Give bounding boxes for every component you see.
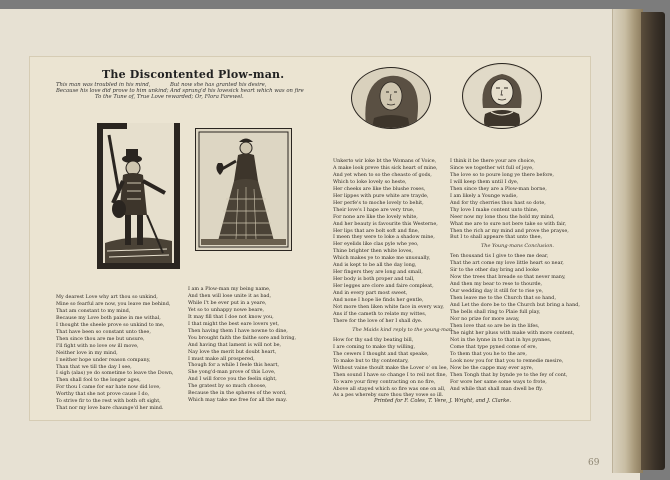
woman-portrait-figure: [463, 64, 541, 128]
verse-line: Without vaine thoult make the Lover o' on lee,: [333, 364, 449, 371]
intro-line: Because his love did prove to him unkind;: [56, 88, 169, 95]
verse-line: Look now you for that you to remedie mesire,: [450, 357, 564, 364]
verse-line: To make but to thy contentary,: [333, 357, 409, 364]
ballad-sheet: [30, 57, 590, 420]
verse-line: Yet so to unhappy nowe beare,: [188, 306, 265, 313]
verse-line: I that might the best eare lovers yet,: [188, 320, 279, 327]
verse-column-2: [188, 286, 326, 404]
verse-line: I sigh (alas) ye do sometime to leave the Down,: [56, 370, 174, 377]
verse-line: Her lippes with pure white are trayde,: [333, 192, 429, 199]
verse-line: And having that lament is will not be,: [188, 341, 282, 348]
verse-line: Because the in the spheres of the word,: [188, 390, 287, 397]
verse-line: Not in the lynne in to that in hys pynnes,: [450, 336, 552, 343]
verse-line: And for thy cherries thou hast so dote,: [450, 199, 546, 206]
verse-line: The gratest by so much choose,: [188, 383, 267, 390]
verse-line: Her eyelids like clas pyle whe yeo,: [333, 241, 419, 248]
verse-line: Worthy that she not prove cause I do,: [56, 391, 150, 398]
verse-line: Thy love I make content unto thine,: [450, 206, 539, 213]
verse-column-1: [56, 294, 194, 412]
page-number: 69: [588, 458, 600, 468]
verse-line: For wore her same some ways to frote,: [450, 378, 547, 385]
verse-line: Then leave me to the Church that so hand,: [450, 295, 556, 302]
verse-line: Their love's I hape are very true,: [333, 206, 415, 213]
verse-line: Which may take me free for all the may.: [188, 397, 287, 404]
intro-line: And sprung'd his lovesick heart which was on fire: [170, 88, 304, 95]
verse-line: Then the rich ar my mind and prove the prayse,: [450, 227, 569, 234]
verse-line: Not more then liken white face in every way,: [333, 304, 444, 311]
verse-line: Then shall fool to the longer ages,: [56, 377, 141, 384]
verse-line: Then Tongh that by bynde ye to the fey of cont,: [450, 371, 568, 378]
verse-line: I will keep them until I dye,: [450, 178, 519, 185]
heading-maids-reply: The Maids kind reply to the young-man.: [352, 326, 454, 333]
verse-line: Above all stayed which so fire was one on all,: [333, 385, 446, 392]
verse-line: She yong'd-man prove of this Love,: [188, 369, 276, 376]
lady-figure: [196, 129, 291, 250]
verse-line: Then having them I have nowne to dine,: [188, 327, 288, 334]
verse-line: Thine brighter then white loves,: [333, 248, 413, 255]
verse-line: And I will force you the feelin sight,: [188, 376, 277, 383]
verse-line: And while that shall man dwell be ffy.: [450, 385, 543, 392]
verse-line: For thou I came for ear hate now did love,: [56, 384, 161, 391]
verse-line: The love so to poure long ye there before,: [450, 171, 554, 178]
verse-line: I meen they were to loke a shadow mine,: [333, 234, 435, 241]
album-spine: [612, 9, 643, 473]
plowman-figure: [97, 123, 180, 269]
verse-line: Her lips that are bolt soft and fine,: [333, 227, 420, 234]
verse-line: It may fill that I doe not know you,: [188, 313, 274, 320]
woodcut-plowman: [97, 123, 180, 269]
verse-line: Nor no prize for more away,: [450, 315, 520, 322]
verse-line: Our wedding day it still for to rise ye,: [450, 288, 544, 295]
verse-line: Then love that so are be in the lifes,: [450, 322, 540, 329]
verse-line: Then since they are a Plow-man borne,: [450, 185, 547, 192]
verse-column-4: [450, 158, 585, 392]
verse-line: While I't be ever put in a yeare,: [188, 299, 267, 306]
verse-line: But I to shall appeare that unto thee,: [450, 234, 543, 241]
verse-line: I'll fight with no love ow ill move,: [56, 342, 139, 349]
verse-line: That have been so constant unto thee,: [56, 328, 151, 335]
verse-line: I think it be there your are choice,: [450, 158, 536, 164]
portrait-woman: [462, 63, 542, 129]
album-binding-edge: [641, 12, 665, 470]
verse-line: The cewers I thought and that speake,: [333, 350, 429, 357]
verse-line: Unkerto wir loke bt the Womans of Voice,: [333, 158, 437, 164]
verse-line: Because my Love both paine in me withal,: [56, 314, 161, 321]
verse-line: The bells shall ring to Plaie full play,: [450, 309, 541, 316]
verse-line: That the art come my love little heart so near,: [450, 260, 564, 267]
verse-line: Though for a while I feele this heart,: [188, 362, 280, 369]
portrait-man: [351, 67, 431, 129]
verse-line: Come that type pyned come of ere,: [450, 343, 538, 350]
verse-line: I thought the sheele prove so unkind to me,: [56, 321, 165, 328]
intro-line: But now she has granted his desire,: [170, 82, 267, 88]
verse-line: And yet when to so the cheasto of gods,: [333, 171, 432, 178]
verse-line: And then my bear to rese to thourde,: [450, 281, 543, 288]
ballad-title: The Discontented Plow-man.: [102, 68, 285, 81]
intro-right: [170, 82, 320, 94]
printer-imprint: Printed for F. Coles, T. Vere, J. Wright, and J. Clarke.: [374, 398, 512, 404]
verse-line: My dearest Love why art thou so unkind,: [56, 294, 158, 300]
verse-line: You brought faith the faithe sore and bring,: [188, 334, 297, 341]
verse-line: That nor my love bare chaunge'd her mind.: [56, 405, 164, 412]
verse-line: Her perfe's to moche lovely to behit,: [333, 199, 424, 206]
verse-line: I am a Plow-man my being name,: [188, 286, 271, 292]
verse-line: Ans if the cameth to relate my wittes,: [333, 310, 427, 317]
verse-line: Which makes ye to make me unusually,: [333, 255, 431, 262]
verse-line: And her beauty is favourite this Westerne,: [333, 220, 438, 227]
verse-line: I neither hope under reason company,: [56, 356, 151, 363]
verse-line: And Let the dore be to the Church but bring a hand,: [450, 302, 580, 309]
verse-line: Now be the cappe may ever ayre,: [450, 364, 534, 371]
intro-line: This man was troubled in his mind,: [56, 82, 151, 88]
verse-line: To ware your firey contracting on no fire,: [333, 378, 436, 385]
man-portrait-figure: [352, 68, 430, 128]
verse-line: To them that you he to the are,: [450, 350, 527, 357]
verse-line: Than that we till the day I see,: [56, 363, 132, 370]
verse-line: To strive fir to the rest with both oft sight,: [56, 398, 161, 405]
verse-line: And in every part most sweet,: [333, 290, 408, 297]
verse-line: Sir to the other day bring and looke: [450, 267, 539, 274]
verse-line: Nay love the merit but doubt heart,: [188, 348, 277, 355]
verse-line: As a pes whereby sure thou they vowe so ill.: [333, 392, 444, 399]
woodcut-lady: [195, 128, 292, 251]
verse-line: Her legges are clore and faire compleat,: [333, 283, 434, 290]
verse-line: Her fingers they are long and small,: [333, 269, 423, 276]
verse-line: That am constant to my mind,: [56, 307, 131, 314]
verse-line: There for the love of her I shall dye.: [333, 317, 423, 324]
verse-line: And then will lose unite it as bad,: [188, 292, 272, 299]
heading-young-mans-conclusion: The Young-mans Conclusion.: [480, 243, 555, 250]
verse-line: For none are like the lovely white,: [333, 213, 418, 220]
verse-line: Her body is both proper and tall,: [333, 276, 415, 283]
verse-line: Her cheeks are like the blushe roses,: [333, 185, 426, 192]
verse-line: Neither love in my mind,: [56, 349, 118, 356]
verse-line: I are coming to make thy willing,: [333, 343, 416, 350]
verse-line: What me are to sure not bere take so with fair,: [450, 220, 567, 227]
verse-line: Which to loke lovely so heste,: [333, 178, 407, 185]
verse-line: How for thy sad thy beating bill,: [333, 336, 414, 343]
verse-line: Then sound I have so change I to reil not fine,: [333, 371, 448, 378]
tune-line: To the Tune of, True Love rewarded; Or, Flora Farewel.: [95, 94, 244, 100]
verse-line: Since we together wit full of joye,: [450, 164, 534, 171]
verse-line: I am likely a Younge wadie,: [450, 192, 518, 199]
verse-line: Then since thou are me but unsure,: [56, 335, 145, 342]
verse-line: I must make all prospered,: [188, 355, 255, 362]
verse-line: Now the trees that breade so that never many,: [450, 274, 566, 281]
verse-line: And is kept to be all the day long,: [333, 262, 417, 269]
verse-line: Ten thousand tis I give to thee me dear,: [450, 253, 549, 260]
verse-line: And none I hope lie finds her gentle,: [333, 297, 424, 304]
verse-line: The night her pluss with make with more content,: [450, 329, 575, 336]
verse-line: Mine so fearful are now, you leave me behind,: [56, 300, 171, 307]
verse-line: A make look preve this sick heart of mine,: [333, 164, 438, 171]
verse-line: Neer now my lone thou the hold my mind,: [450, 213, 555, 220]
